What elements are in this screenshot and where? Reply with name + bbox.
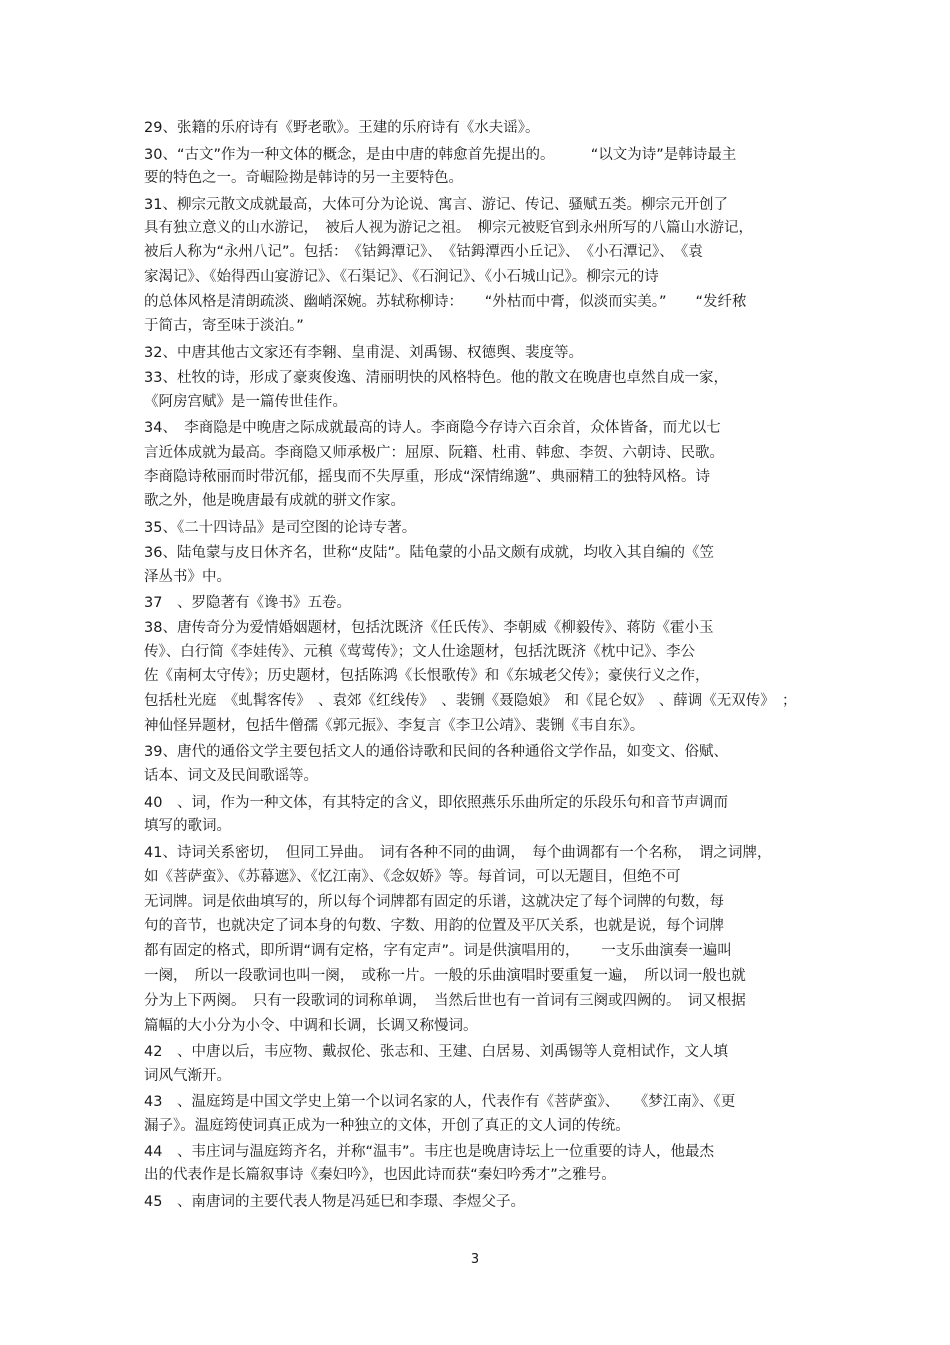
text-line: 传》、白行简《李娃传》、元稹《莺莺传》；文人仕途题材，包括沈既济《枕中记》、李公 xyxy=(144,644,695,660)
text-line: 具有独立意义的山水游记， 被后人视为游记之祖。 柳宗元被贬官到永州所写的八篇山水游记， xyxy=(144,220,753,236)
text-line: 36、陆龟蒙与皮日休齐名，世称“皮陆”。陆龟蒙的小品文颇有成就，均收入其自编的《笠 xyxy=(144,545,714,561)
text-line: 家渴记》、《始得西山宴游记》、《石渠记》、《石涧记》、《小石城山记》。柳宗元的诗 xyxy=(144,269,659,285)
text-line: 35、《二十四诗品》是司空图的论诗专著。 xyxy=(144,520,417,536)
text-line: 29、张籍的乐府诗有《野老歌》。王建的乐府诗有《水夫谣》。 xyxy=(144,120,540,136)
text-line: 一阕， 所以一段歌词也叫一阕， 或称一片。一般的乐曲演唱时要重复一遍， 所以词一般也就 xyxy=(144,968,746,984)
text-line: 34、 李商隐是中晚唐之际成就最高的诗人。李商隐今存诗六百余首，众体皆备，而尤以七 xyxy=(144,420,721,436)
page-number: 3 xyxy=(470,1252,480,1267)
text-line: 话本、词文及民间歌谣等。 xyxy=(144,768,318,784)
text-line: 如《菩萨蛮》、《苏幕遮》、《忆江南》、《念奴娇》等。每首词，可以无题目，但绝不可 xyxy=(144,869,681,885)
text-line: 泽丛书》中。 xyxy=(144,569,231,585)
text-line: 44 、韦庄词与温庭筠齐名，并称“温韦”。韦庄也是晚唐诗坛上一位重要的诗人，他最杰 xyxy=(144,1144,714,1160)
text-line: 33、杜牧的诗，形成了豪爽俊逸、清丽明快的风格特色。他的散文在晚唐也卓然自成一家， xyxy=(144,370,728,386)
text-line: 38、唐传奇分为爱情婚姻题材，包括沈既济《任氏传》、李朝威《柳毅传》、蒋防《霍小玉 xyxy=(144,620,714,636)
text-line: 要的特色之一。奇崛险拗是韩诗的另一主要特色。 xyxy=(144,170,463,186)
text-line: 填写的歌词。 xyxy=(144,818,231,834)
text-line: 30、“古文”作为一种文体的概念，是由中唐的韩愈首先提出的。 “以文为诗”是韩诗最主 xyxy=(144,147,737,163)
text-line: 40 、词，作为一种文体，有其特定的含义，即依照燕乐乐曲所定的乐段乐句和音节声调而 xyxy=(144,795,728,811)
text-line: 漏子》。温庭筠使词真正成为一种独立的文体，开创了真正的文人词的传统。 xyxy=(144,1118,630,1134)
text-line: 佐《南柯太守传》；历史题材，包括陈鸿《长恨歌传》和《东城老父传》；豪侠行义之作， xyxy=(144,668,710,684)
text-line: 歌之外，他是晚唐最有成就的骈文作家。 xyxy=(144,493,405,509)
text-line: 被后人称为“永州八记”。包括： 《钴鉧潭记》、 《钴鉧潭西小丘记》、 《小石潭记》、 《袁 xyxy=(144,244,703,260)
text-line: 篇幅的大小分为小令、中调和长调，长调又称慢词。 xyxy=(144,1018,478,1034)
text-line: 无词牌。词是依曲填写的，所以每个词牌都有固定的乐谱，这就决定了每个词牌的句数，每 xyxy=(144,894,724,910)
text-line: 37 、罗隐著有《谗书》五卷。 xyxy=(144,595,351,611)
text-line: 42 、中唐以后，韦应物、戴叔伦、张志和、王建、白居易、刘禹锡等人竟相试作，文人填 xyxy=(144,1044,728,1060)
text-line: 41、诗词关系密切， 但同工异曲。 词有各种不同的曲调， 每个曲调都有一个名称， 谓之词牌， xyxy=(144,845,772,861)
text-line: 32、中唐其他古文家还有李翱、皇甫湜、刘禹锡、权德舆、裴度等。 xyxy=(144,345,583,361)
text-line: 分为上下两阕。 只有一段歌词的词称单调， 当然后世也有一首词有三阕或四阙的。 词又根据 xyxy=(144,993,746,1009)
text-line: 出的代表作是长篇叙事诗《秦妇吟》，也因此诗而获“秦妇吟秀才”之雅号。 xyxy=(144,1167,616,1183)
text-line: 于简古，寄至味于淡泊。” xyxy=(144,318,304,334)
text-line: 神仙怪异题材，包括牛僧孺《郭元振》、李复言《李卫公靖》、裴铏《韦自东》。 xyxy=(144,718,645,734)
text-line: 包括杜光庭 《虬髯客传》 、袁郊《红线传》 、裴铏《聂隐娘》 和《昆仑奴》 、薛调《无双传》 ； xyxy=(144,693,797,709)
text-line: 都有固定的格式，即所谓“调有定格，字有定声”。词是供演唱用的， 一支乐曲演奏一遍叫 xyxy=(144,943,732,959)
text-line: 31、柳宗元散文成就最高，大体可分为论说、寓言、游记、传记、骚赋五类。柳宗元开创了 xyxy=(144,197,728,213)
text-line: 39、唐代的通俗文学主要包括文人的通俗诗歌和民间的各种通俗文学作品，如变文、俗赋、 xyxy=(144,744,728,760)
text-line: 李商隐诗秾丽而时带沉郁，摇曳而不失厚重，形成“深情绵邈”、典丽精工的独特风格。诗 xyxy=(144,469,711,485)
text-line: 词风气渐开。 xyxy=(144,1068,231,1084)
text-line: 43 、温庭筠是中国文学史上第一个以词名家的人，代表作有《菩萨蛮》、 《梦江南》、《更 xyxy=(144,1094,736,1110)
text-line: 言近体成就为最高。李商隐又师承极广：屈原、阮籍、杜甫、韩愈、李贺、六朝诗、民歌。 xyxy=(144,445,724,461)
text-line: 的总体风格是清朗疏淡、幽峭深婉。苏轼称柳诗： “外枯而中膏，似淡而实美。” “发纤秾 xyxy=(144,294,747,310)
text-line: 45 、南唐词的主要代表人物是冯延巳和李璟、李煜父子。 xyxy=(144,1194,525,1210)
text-line: 句的音节，也就决定了词本身的句数、字数、用韵的位置及平仄关系，也就是说，每个词牌 xyxy=(144,918,724,934)
text-line: 《阿房宫赋》是一篇传世佳作。 xyxy=(144,394,347,410)
